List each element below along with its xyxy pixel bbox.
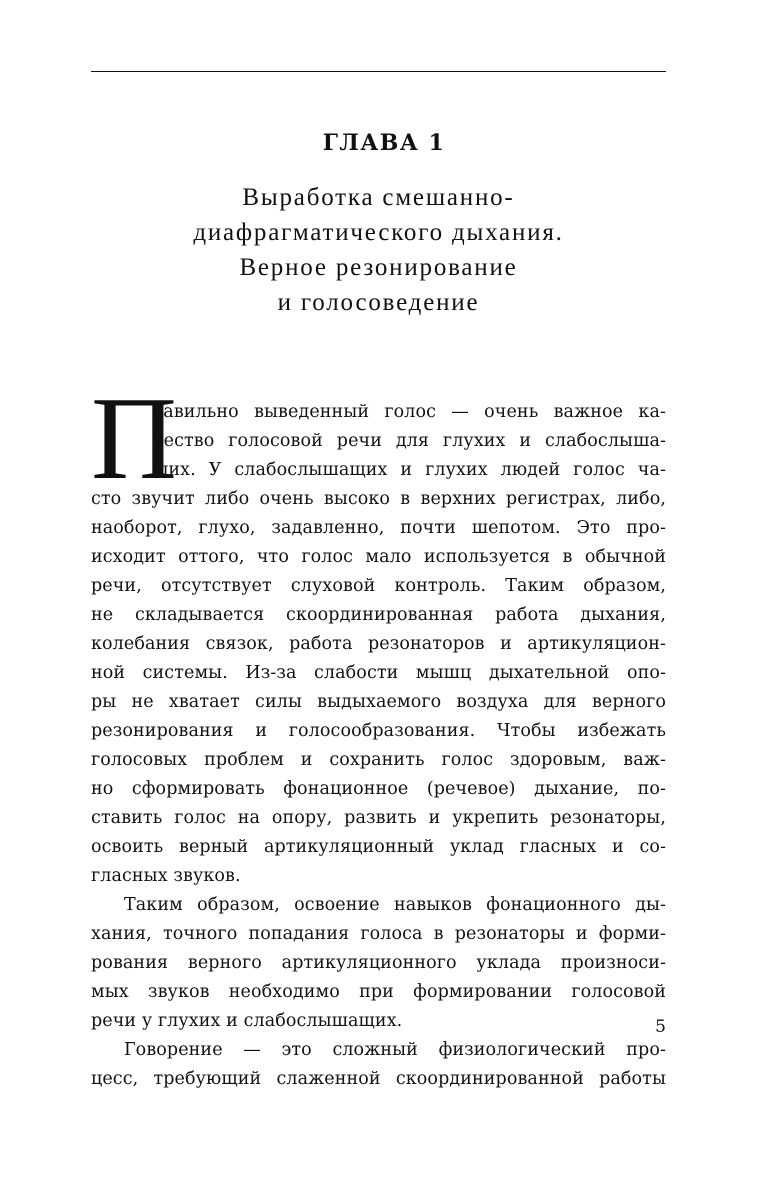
text-line: Говорение — это сложный физиологический про-	[124, 1040, 666, 1060]
text-line: речи, отсутствует слуховой контроль. Таким образом,	[91, 576, 666, 596]
page-number: 5	[655, 1017, 666, 1037]
text-line: исходит оттого, что голос мало используется в обычной	[91, 547, 666, 567]
text-line: щих. У слабослышащих и глухих людей голос ча-	[152, 460, 666, 480]
text-line: речи у глухих и слабослышащих.	[91, 1011, 403, 1031]
text-line: ставить голос на опору, развить и укрепить резонаторы,	[91, 808, 666, 828]
text-line: ры не хватает силы выдыхаемого воздуха для верного	[91, 692, 666, 712]
chapter-label: ГЛАВА 1	[322, 130, 446, 156]
text-line: сто звучит либо очень высоко в верхних регистрах, либо,	[91, 489, 666, 509]
text-line: Таким образом, освоение навыков фонационного ды-	[124, 895, 666, 915]
text-line: ной системы. Из-за слабости мышц дыхательной опо-	[91, 663, 666, 683]
body-text	[91, 398, 666, 1094]
text-line: не складывается скоординированная работа дыхания,	[91, 605, 666, 625]
text-line: мых звуков необходимо при формировании голосовой	[91, 982, 666, 1002]
chapter-title-line: диафрагматического дыхания.	[193, 219, 564, 246]
text-line: освоить верный артикуляционный уклад гласных и со-	[91, 837, 666, 857]
text-line: хания, точного попадания голоса в резонаторы и форми-	[91, 924, 666, 944]
text-line: рования верного артикуляционного уклада произноси-	[91, 953, 666, 973]
text-line: наоборот, глухо, задавленно, почти шепотом. Это про-	[91, 518, 666, 538]
text-line: равильно выведенный голос — очень важное ка-	[152, 402, 666, 422]
drop-cap: П	[91, 372, 177, 504]
text-line: цесс, требующий слаженной скоординированной работы	[91, 1069, 666, 1089]
text-line: гласных звуков.	[91, 866, 241, 886]
text-line: колебания связок, работа резонаторов и артикуляцион-	[91, 634, 666, 654]
chapter-title-line: Верное резонирование	[239, 254, 518, 281]
text-line: чество голосовой речи для глухих и слабослыша-	[152, 431, 666, 451]
text-line: резонирования и голосообразования. Чтобы избежать	[91, 721, 666, 741]
chapter-title-line: и голосоведение	[277, 289, 480, 316]
top-rule	[91, 71, 666, 72]
chapter-title	[91, 180, 666, 320]
text-line: голосовых проблем и сохранить голос здоровым, важ-	[91, 750, 666, 770]
chapter-title-line: Выработка смешанно-	[242, 184, 515, 211]
text-line: но сформировать фонационное (речевое) дыхание, по-	[91, 779, 666, 799]
